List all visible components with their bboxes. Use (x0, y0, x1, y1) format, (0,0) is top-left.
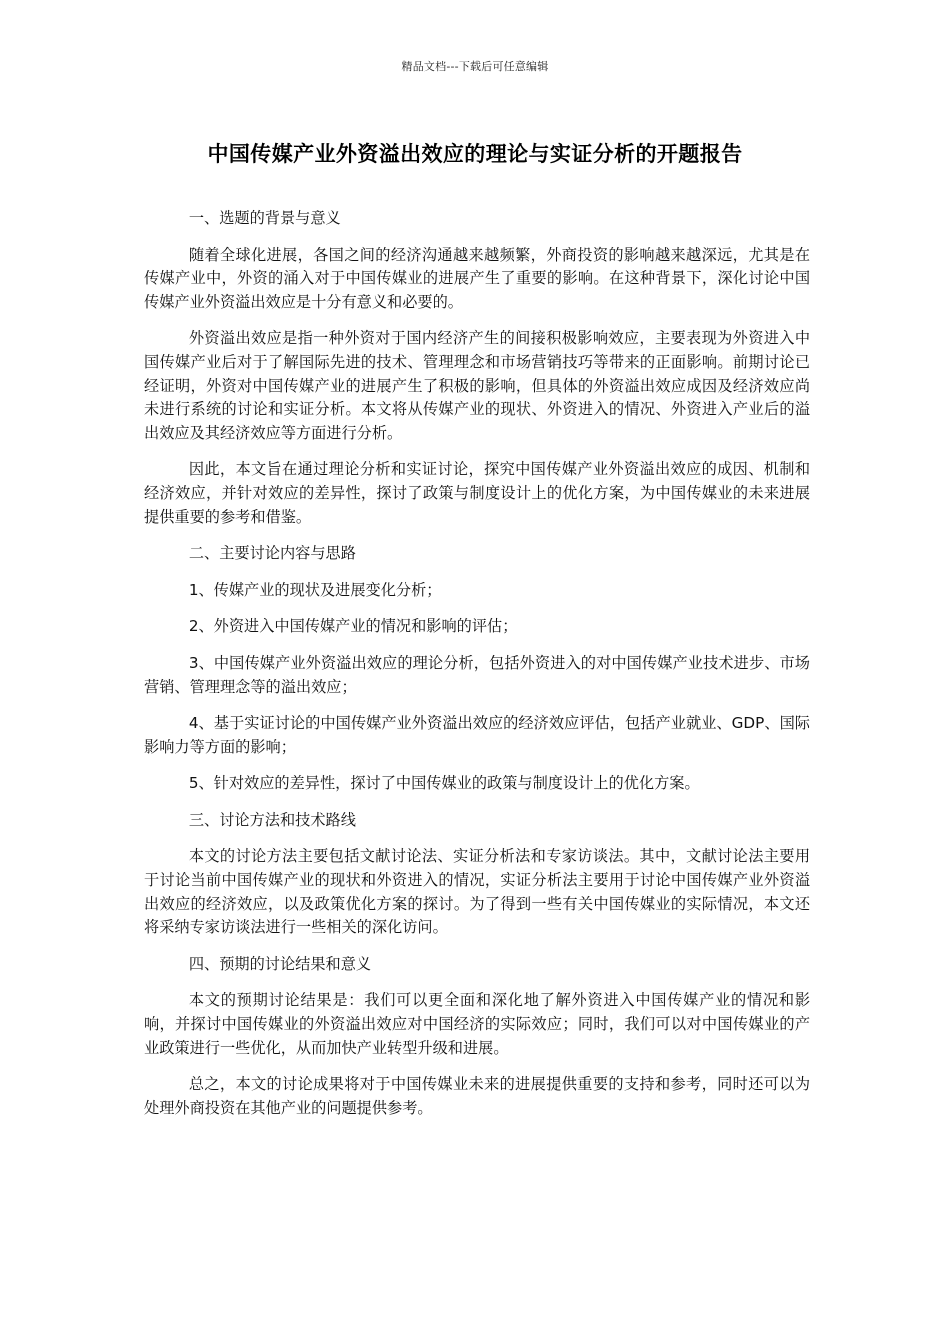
document-title: 中国传媒产业外资溢出效应的理论与实证分析的开题报告 (207, 142, 743, 166)
list-item: 1、传媒产业的现状及进展变化分析； (188, 580, 442, 599)
section-heading-content: 二、主要讨论内容与思路 (188, 544, 356, 563)
document-body (144, 207, 810, 1133)
paragraph: 本文的讨论方法主要包括文献讨论法、实证分析法和专家访谈法。其中，文献讨论法主要用于讨论当前中国传媒产业的现状和外资进入的情况，实证分析法主要用于讨论中国传媒产业外资溢出效应的经济效应，以及政策优化方案的探讨。为了得到一些有关中国传媒业的实际情况，本文还将采纳专家访谈法进行一些相关的深化访问。 (144, 847, 810, 937)
list-item: 4、基于实证讨论的中国传媒产业外资溢出效应的经济效应评估，包括产业就业、GDP、国际影响力等方面的影响； (144, 714, 810, 756)
paragraph: 本文的预期讨论结果是：我们可以更全面和深化地了解外资进入中国传媒产业的情况和影响，并探讨中国传媒业的外资溢出效应对中国经济的实际效应；同时，我们可以对中国传媒业的产业政策进行一些优化，从而加快产业转型升级和进展。 (144, 991, 810, 1057)
section-heading-results: 四、预期的讨论结果和意义 (188, 954, 372, 973)
list-item: 5、针对效应的差异性，探讨了中国传媒业的政策与制度设计上的优化方案。 (188, 774, 700, 793)
paragraph: 因此，本文旨在通过理论分析和实证讨论，探究中国传媒产业外资溢出效应的成因、机制和经济效应，并针对效应的差异性，探讨了政策与制度设计上的优化方案，为中国传媒业的未来进展提供重要的参考和借鉴。 (144, 460, 810, 526)
paragraph: 外资溢出效应是指一种外资对于国内经济产生的间接积极影响效应，主要表现为外资进入中国传媒产业后对于了解国际先进的技术、管理理念和市场营销技巧等带来的正面影响。前期讨论已经证明，外资对中国传媒产业的进展产生了积极的影响，但具体的外资溢出效应成因及经济效应尚未进行系统的讨论和实证分析。本文将从传媒产业的现状、外资进入的情况、外资进入产业后的溢出效应及其经济效应等方面进行分析。 (144, 329, 810, 442)
section-heading-background: 一、选题的背景与意义 (188, 209, 341, 227)
list-item: 3、中国传媒产业外资溢出效应的理论分析，包括外资进入的对中国传媒产业技术进步、市场营销、管理理念等的溢出效应； (144, 653, 810, 696)
paragraph: 随着全球化进展，各国之间的经济沟通越来越频繁，外商投资的影响越来越深远，尤其是在传媒产业中，外资的涌入对于中国传媒业的进展产生了重要的影响。在这种背景下，深化讨论中国传媒产业外资溢出效应是十分有意义和必要的。 (144, 245, 810, 311)
header-note: 精品文档---下载后可任意编辑 (401, 60, 549, 73)
paragraph: 总之，本文的讨论成果将对于中国传媒业未来的进展提供重要的支持和参考，同时还可以为处理外商投资在其他产业的问题提供参考。 (144, 1075, 810, 1117)
list-item: 2、外资进入中国传媒产业的情况和影响的评估； (188, 617, 518, 636)
section-heading-methods: 三、讨论方法和技术路线 (188, 810, 356, 829)
